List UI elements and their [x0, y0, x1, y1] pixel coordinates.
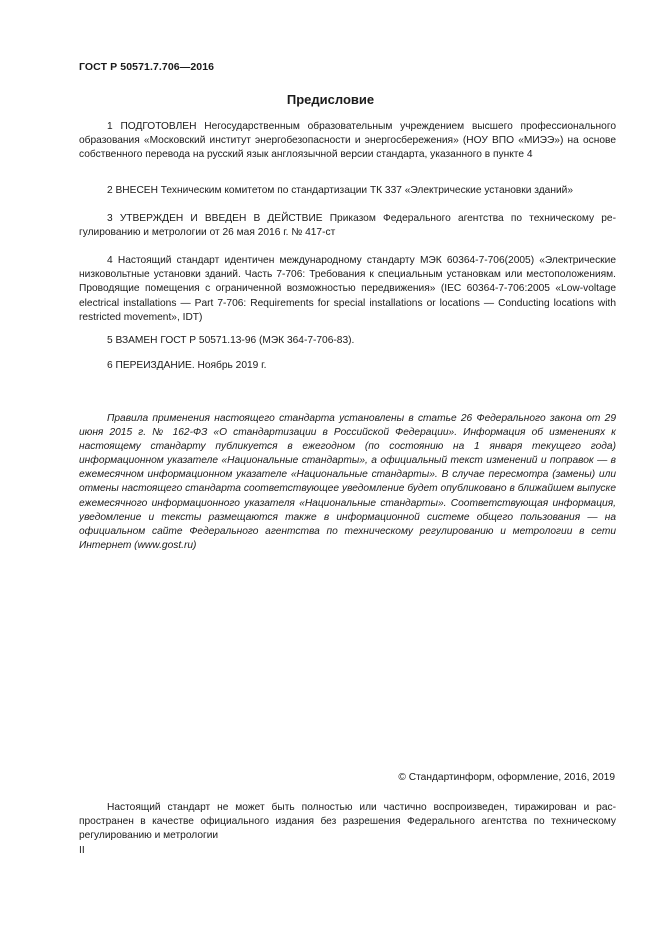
reproduction-restriction-note: Настоящий стандарт не может быть полностью или частично воспроизведен, тиражирован и распространен в качестве официального издания без разрешения Федерального агентства по техническому регулированию и метрологии: [79, 802, 616, 842]
preface-item-6: 6 ПЕРЕИЗДАНИЕ. Ноябрь 2019 г.: [107, 360, 267, 371]
preface-item-3: 3 УТВЕРЖДЕН И ВВЕДЕН В ДЕЙСТВИЕ Приказом Федерального агентства по техническому регулированию и метрологии от 26 мая 2016 г. № 417-ст: [79, 213, 616, 239]
page-title: Предисловие: [286, 92, 375, 107]
preface-item-5: 5 ВЗАМЕН ГОСТ Р 50571.13-96 (МЭК 364-7-706-83).: [107, 335, 355, 346]
document-number: ГОСТ Р 50571.7.706—2016: [79, 61, 215, 73]
preface-item-1: 1 ПОДГОТОВЛЕН Негосударственным образовательным учреждением высшего профессионального образования «Московский институт энергобезопасности и энергосбережения» (НОУ ВПО «МИЭЭ») на основе собственного перевода на русский язык англоязычной версии стандарта, указанного в пункте 4: [79, 121, 616, 161]
standard-application-notice: Правила применения настоящего стандарта установлены в статье 26 Федерального закона от 29 июня 2015 г. № 162-ФЗ «О стандартизации в Российской Федерации». Информация об изменениях к настоящему стандарту публикуется в ежегодном (по состоянию на 1 января текущего года) информационном указателе «Национальные стандарты», а официальный текст изменений и поправок — в ежемесячном информационном указателе «Национальные стандарты». В случае пересмотра (замены) или отмены настоящего стандарта соответствующее уведомление будет опубликовано в ближайшем выпуске ежемесячного информационного указателя «Национальные стандарты». Соответствующая информация, уведомление и тексты размещаются также в информационной системе общего пользования — на официальном сайте Федерального агентства по техническому регулированию и метрологии в сети Интернет (www.gost.ru): [79, 413, 616, 551]
page-number: II: [79, 845, 85, 856]
preface-item-2: 2 ВНЕСЕН Техническим комитетом по стандартизации ТК 337 «Электрические установки зданий»: [107, 185, 574, 196]
copyright-line: © Стандартинформ, оформление, 2016, 2019: [398, 772, 615, 783]
preface-item-4: 4 Настоящий стандарт идентичен международному стандарту МЭК 60364-7-706(2005) «Электрические низковольтные установки зданий. Часть 7-706: Требования к специальным установкам или местоположениям. Проводящие помещения с ограниченной возможностью передвижения» (IEC 60364-7-706:2005 «Low-voltage electrical installations — Part 7-706: Requirements for special installations or locations — Conducting locations with restricted movement», IDT): [79, 255, 616, 323]
